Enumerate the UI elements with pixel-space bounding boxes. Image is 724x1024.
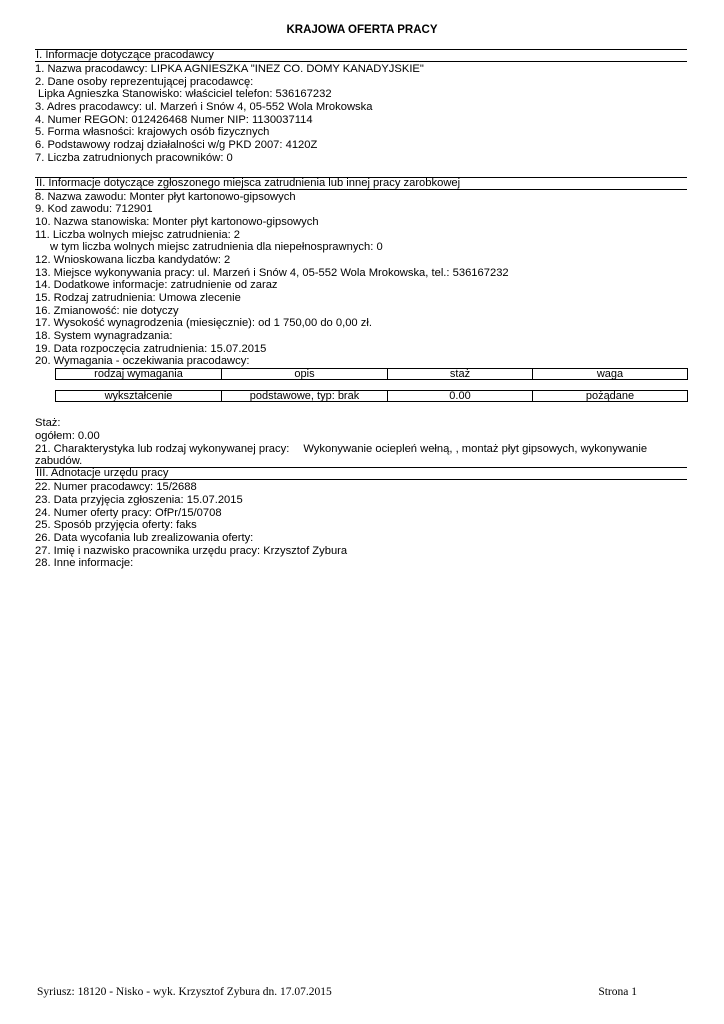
employment-type: 15. Rodzaj zatrudnienia: Umowa zlecenie (35, 292, 241, 304)
vacancy-count: 11. Liczba wolnych miejsc zatrudnienia: 2 (35, 228, 241, 241)
section-3-heading: III. Adnotacje urzędu pracy (35, 467, 687, 480)
employee-count: 7. Liczba zatrudnionych pracowników: 0 (35, 151, 233, 164)
salary: 17. Wysokość wynagrodzenia (miesięcznie): od 1 750,00 do 0,00 zł. (35, 317, 372, 330)
ownership-form: 5. Forma własności: krajowych osób fizycznych (35, 126, 270, 139)
experience-label: Staż: (35, 417, 61, 430)
vacancy-disabled-count: w tym liczba wolnych miejsc zatrudnienia dla niepełnosprawnych: 0 (50, 241, 383, 254)
shift-work: 16. Zmianowość: nie dotyczy (35, 304, 179, 317)
employer-address: 3. Adres pracodawcy: ul. Marzeń i Snów 4, 05-552 Wola Mrokowska (35, 101, 373, 114)
section-2-heading: II. Informacje dotyczące zgłoszonego miejsca zatrudnienia lub innej pracy zarobkowej (35, 177, 687, 190)
cell-experience: 0.00 (388, 391, 533, 402)
header-weight: waga (533, 369, 688, 380)
document-body (35, 49, 687, 570)
start-date: 19. Data rozpoczęcia zatrudnienia: 15.07.2015 (35, 342, 267, 355)
work-location: 13. Miejsce wykonywania pracy: ul. Marzeń i Snów 4, 05-552 Wola Mrokowska, tel.: 536167232 (35, 266, 509, 279)
requirements-table (55, 368, 688, 402)
requirements-header-row (56, 369, 688, 380)
other-info: 28. Inne informacje: (35, 557, 134, 570)
cell-requirement-type: wykształcenie (56, 391, 222, 402)
requirements-label: 20. Wymagania - oczekiwania pracodawcy: (35, 355, 250, 368)
employer-number: 22. Numer pracodawcy: 15/2688 (35, 481, 197, 494)
representative-label: 2. Dane osoby reprezentującej pracodawcę: (35, 75, 254, 88)
page-footer (37, 986, 637, 998)
pay-system: 18. System wynagradzania: (35, 330, 173, 343)
requirements-row (56, 391, 688, 402)
acceptance-method: 25. Sposób przyjęcia oferty: faks (35, 519, 197, 532)
document-title: KRAJOWA OFERTA PRACY (286, 24, 438, 36)
offer-number: 24. Numer oferty pracy: OfPr/15/0708 (35, 506, 222, 519)
pkd-activity: 6. Podstawowy rodzaj działalności w/g PKD 2007: 4120Z (35, 139, 318, 152)
job-characteristics-value: Wykonywanie ociepleń wełną, , montaż płyt gipsowych, wykonywanie zabudów. (35, 442, 648, 468)
cell-description: podstawowe, typ: brak (222, 391, 388, 402)
regon-nip: 4. Numer REGON: 012426468 Numer NIP: 1130037114 (35, 113, 313, 126)
profession-code: 9. Kod zawodu: 712901 (35, 203, 153, 216)
representative-details: Lipka Agnieszka Stanowisko: właściciel telefon: 536167232 (38, 88, 332, 101)
candidate-count: 12. Wnioskowana liczba kandydatów: 2 (35, 253, 231, 266)
withdrawal-date: 26. Data wycofania lub zrealizowania oferty: (35, 531, 254, 544)
profession-name: 8. Nazwa zawodu: Monter płyt kartonowo-gipsowych (35, 190, 296, 203)
header-description: opis (222, 369, 388, 380)
job-characteristics (35, 442, 687, 468)
footer-system-info: Syriusz: 18120 - Nisko - wyk. Krzysztof Zybura dn. 17.07.2015 (37, 986, 332, 998)
employer-name: 1. Nazwa pracodawcy: LIPKA AGNIESZKA "INEZ CO. DOMY KANADYJSKIE" (35, 63, 424, 75)
job-characteristics-label: 21. Charakterystyka lub rodzaj wykonywanej pracy: (35, 442, 290, 455)
header-requirement-type: rodzaj wymagania (56, 369, 222, 380)
page-number: Strona 1 (598, 986, 637, 998)
submission-date: 23. Data przyjęcia zgłoszenia: 15.07.2015 (35, 493, 243, 506)
experience-total: ogółem: 0.00 (35, 429, 100, 442)
section-1-heading: I. Informacje dotyczące pracodawcy (35, 49, 687, 62)
office-employee: 27. Imię i nazwisko pracownika urzędu pracy: Krzysztof Zybura (35, 544, 348, 557)
additional-info: 14. Dodatkowe informacje: zatrudnienie od zaraz (35, 279, 278, 292)
header-experience: staż (388, 369, 533, 380)
cell-weight: pożądane (533, 391, 688, 402)
position-name: 10. Nazwa stanowiska: Monter płyt kartonowo-gipsowych (35, 215, 319, 228)
